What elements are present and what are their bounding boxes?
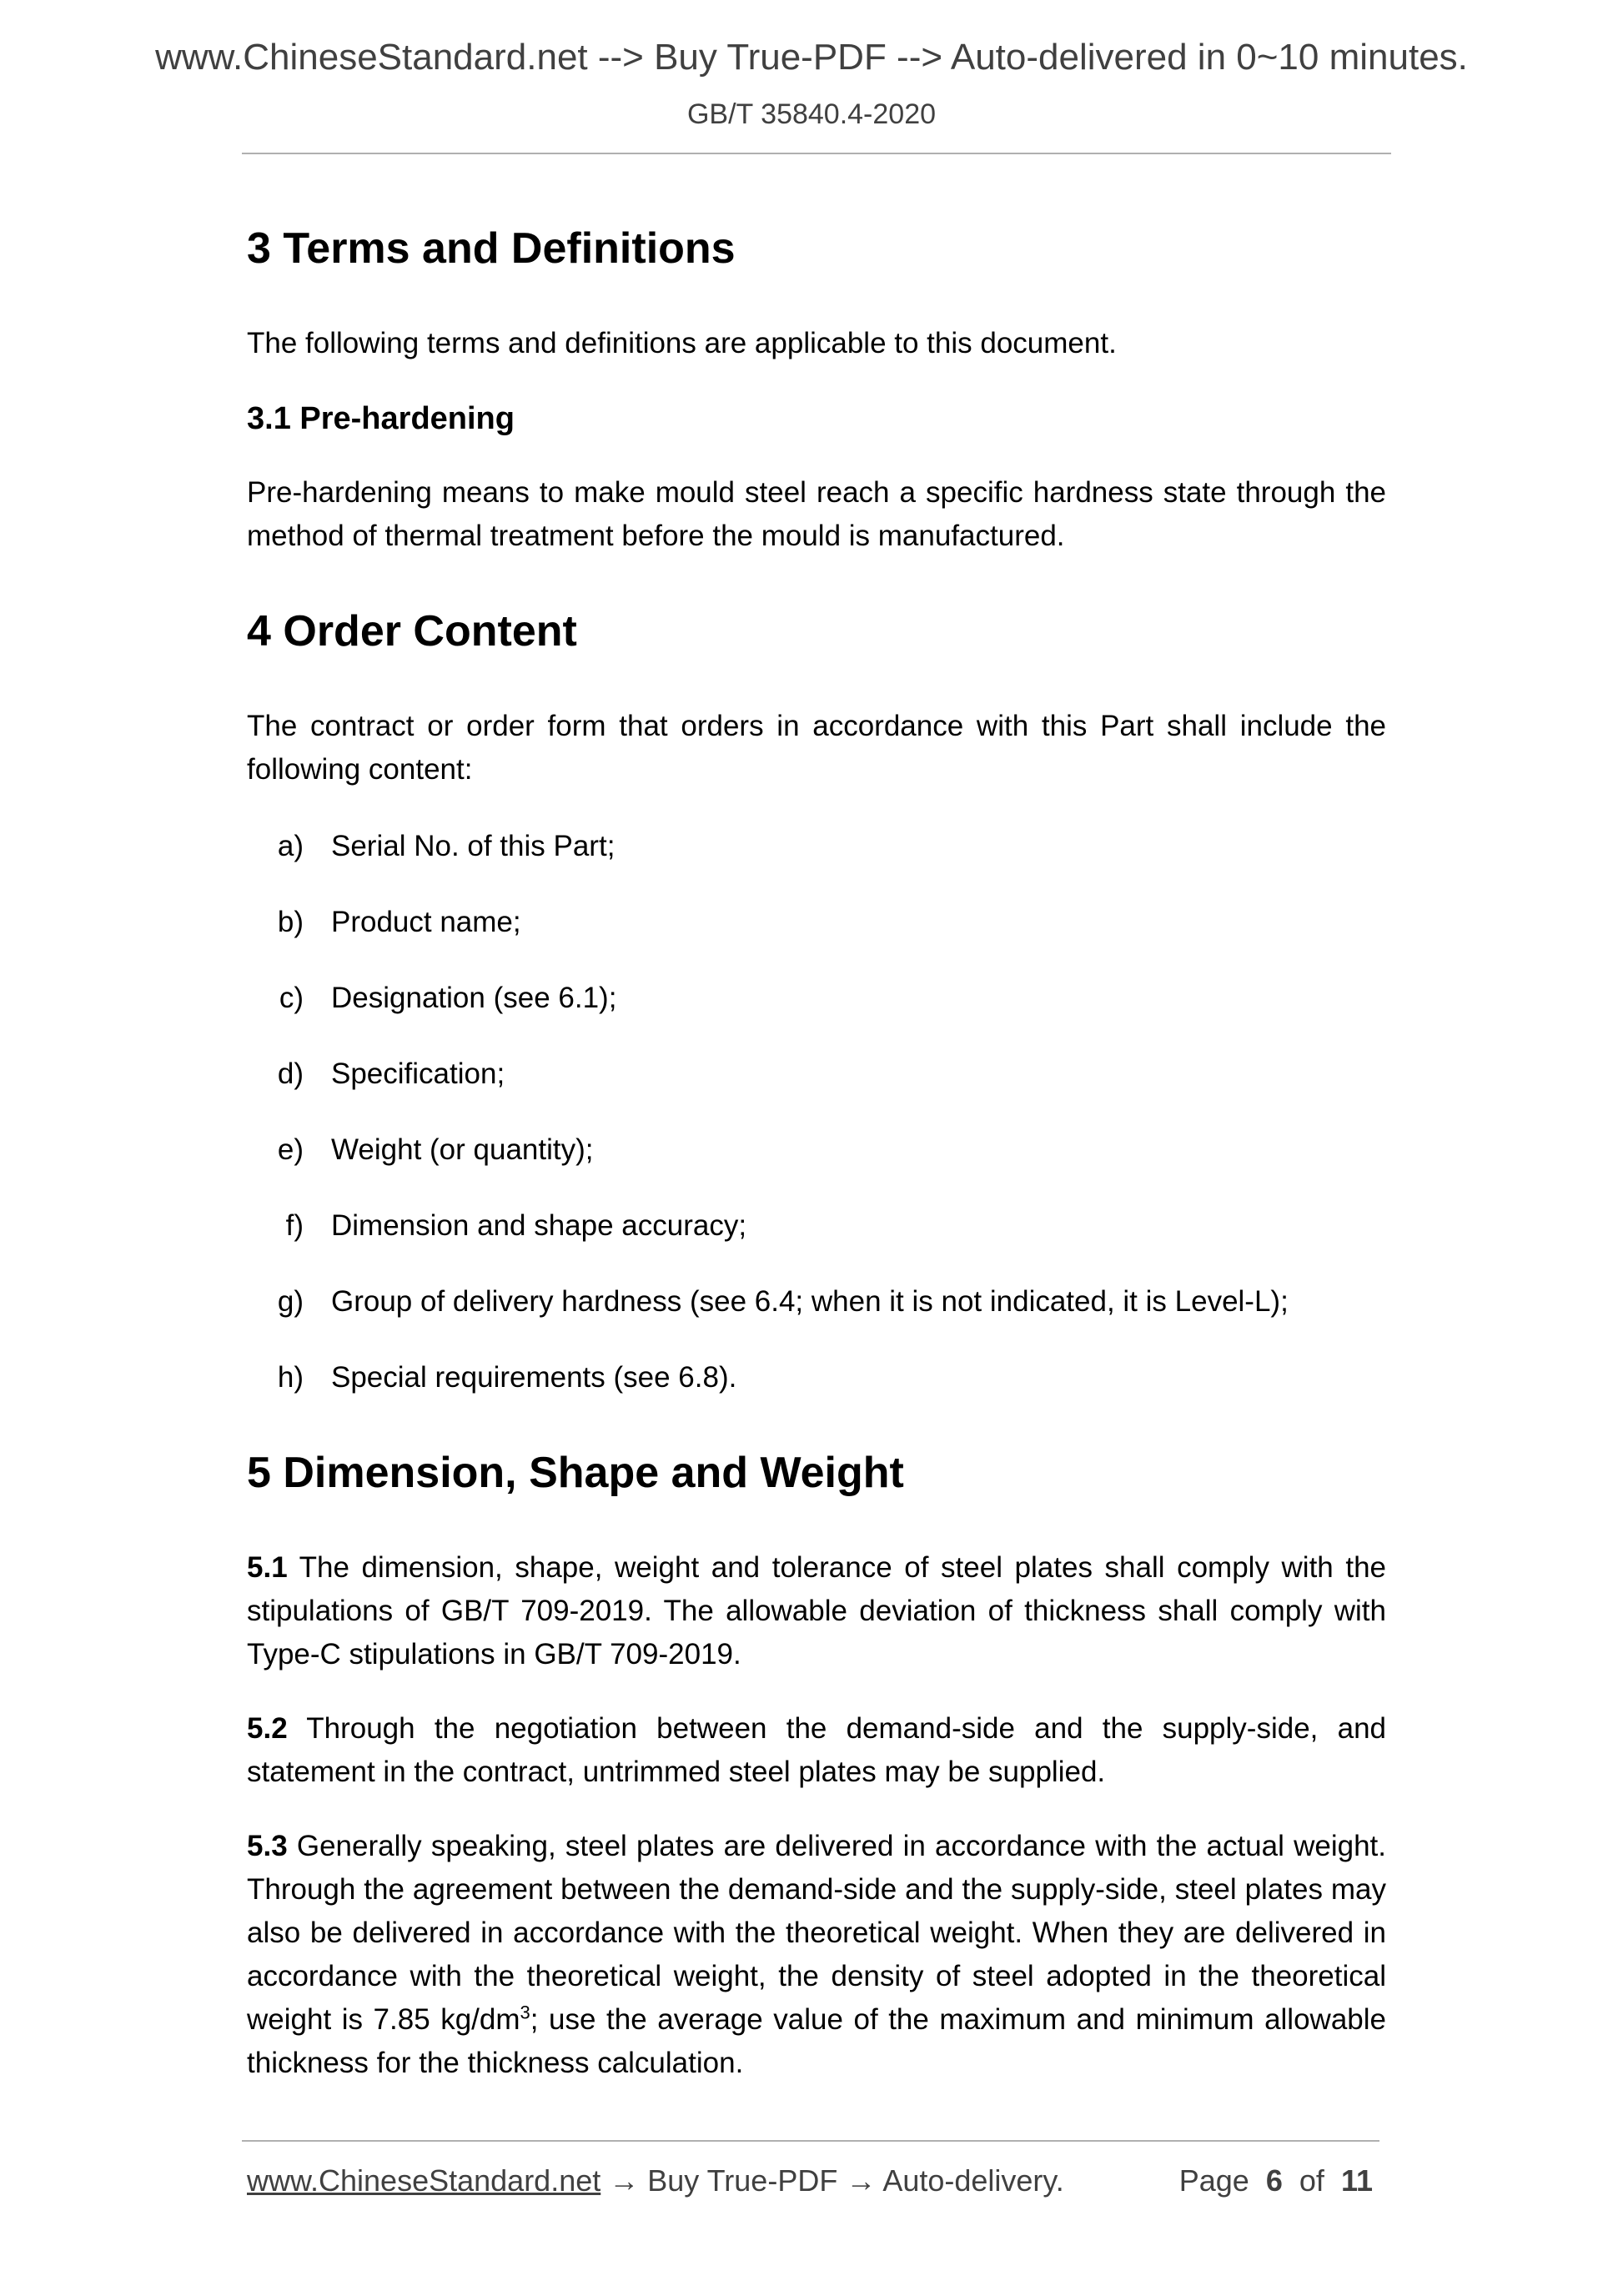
list-item-text: Weight (or quantity);	[331, 1133, 594, 1166]
section-3-heading: 3 Terms and Definitions	[247, 224, 736, 273]
clause-number: 5.2	[247, 1712, 288, 1745]
list-item	[247, 1128, 1386, 1172]
list-item	[247, 1280, 1386, 1324]
list-marker: f)	[285, 1209, 304, 1242]
footer-promo	[247, 2158, 1064, 2203]
clause-5-2	[247, 1707, 1386, 1794]
list-marker: b)	[277, 906, 304, 938]
standard-code: GB/T 35840.4-2020	[686, 98, 937, 130]
section-4-heading: 4 Order Content	[247, 607, 577, 656]
superscript-exponent: 3	[520, 2002, 530, 2023]
page-label: Page	[1178, 2163, 1249, 2198]
list-marker: c)	[279, 982, 304, 1014]
header-divider	[242, 153, 1391, 154]
of-label: of	[1299, 2163, 1324, 2198]
list-item	[247, 1053, 1386, 1096]
footer-tagline: → Buy True-PDF → Auto-delivery.	[600, 2163, 1064, 2198]
document-body	[247, 215, 1386, 2085]
subsection-3-1-heading: 3.1 Pre-hardening	[247, 401, 515, 436]
clause-text: The dimension, shape, weight and tolerance of steel plates shall comply with the stipulations of GB/T 709-2019. The allowable deviation of thickness shall comply with Type-C stipulations in GB/T 709-2019.	[247, 1551, 1386, 1671]
section-4-intro: The contract or order form that orders in accordance with this Part shall include the following content:	[247, 710, 1386, 786]
clause-text-continued: ; use the average value of the maximum and minimum allowable thickness for the thickness calculation.	[247, 2003, 1386, 2079]
list-item	[247, 1204, 1386, 1248]
list-item-text: Serial No. of this Part;	[331, 830, 616, 862]
list-marker: g)	[277, 1285, 304, 1318]
clause-5-3	[247, 1825, 1386, 2085]
page-total: 11	[1340, 2163, 1373, 2198]
list-item	[247, 901, 1386, 944]
list-marker: d)	[277, 1058, 304, 1090]
section-5-heading: 5 Dimension, Shape and Weight	[247, 1449, 904, 1497]
section-3-intro: The following terms and definitions are applicable to this document.	[247, 327, 1117, 359]
footer-divider	[242, 2140, 1379, 2142]
clause-5-1	[247, 1546, 1386, 1676]
list-marker: a)	[277, 830, 304, 862]
list-item-text: Special requirements (see 6.8).	[331, 1361, 737, 1394]
order-content-list	[247, 825, 1386, 1399]
clause-text: Generally speaking, steel plates are delivered in accordance with the actual weight. Through the agreement between the demand-side and the supply-side, steel plates may also be delivered in accordance with the theoretical weight. When they are delivered in accordance with the theoretical weight, the density of steel adopted in the theoretical weight is 7.85 kg/dm	[247, 1830, 1386, 2036]
clause-text: Through the negotiation between the demand-side and the supply-side, and statement in the contract, untrimmed steel plates may be supplied.	[247, 1712, 1386, 1788]
list-item	[247, 977, 1386, 1020]
clause-number: 5.3	[247, 1830, 288, 1862]
list-marker: e)	[277, 1133, 304, 1166]
list-item-text: Dimension and shape accuracy;	[331, 1209, 747, 1242]
list-item	[247, 825, 1386, 868]
footer-website-link[interactable]: www.ChineseStandard.net	[247, 2163, 601, 2198]
list-marker: h)	[277, 1361, 304, 1394]
pre-hardening-definition: Pre-hardening means to make mould steel reach a specific hardness state through the method of thermal treatment before the mould is manufactured.	[247, 476, 1386, 552]
list-item-text: Specification;	[331, 1058, 505, 1090]
list-item-text: Product name;	[331, 906, 521, 938]
list-item-text: Designation (see 6.1);	[331, 982, 617, 1014]
list-item	[247, 1356, 1386, 1399]
clause-number: 5.1	[247, 1551, 288, 1584]
header-banner: www.ChineseStandard.net --> Buy True-PDF --> Auto-delivered in 0~10 minutes.	[155, 37, 1468, 78]
page-current: 6	[1265, 2163, 1283, 2198]
page-indicator	[1179, 2158, 1373, 2203]
list-item-text: Group of delivery hardness (see 6.4; when it is not indicated, it is Level-L);	[331, 1285, 1289, 1318]
